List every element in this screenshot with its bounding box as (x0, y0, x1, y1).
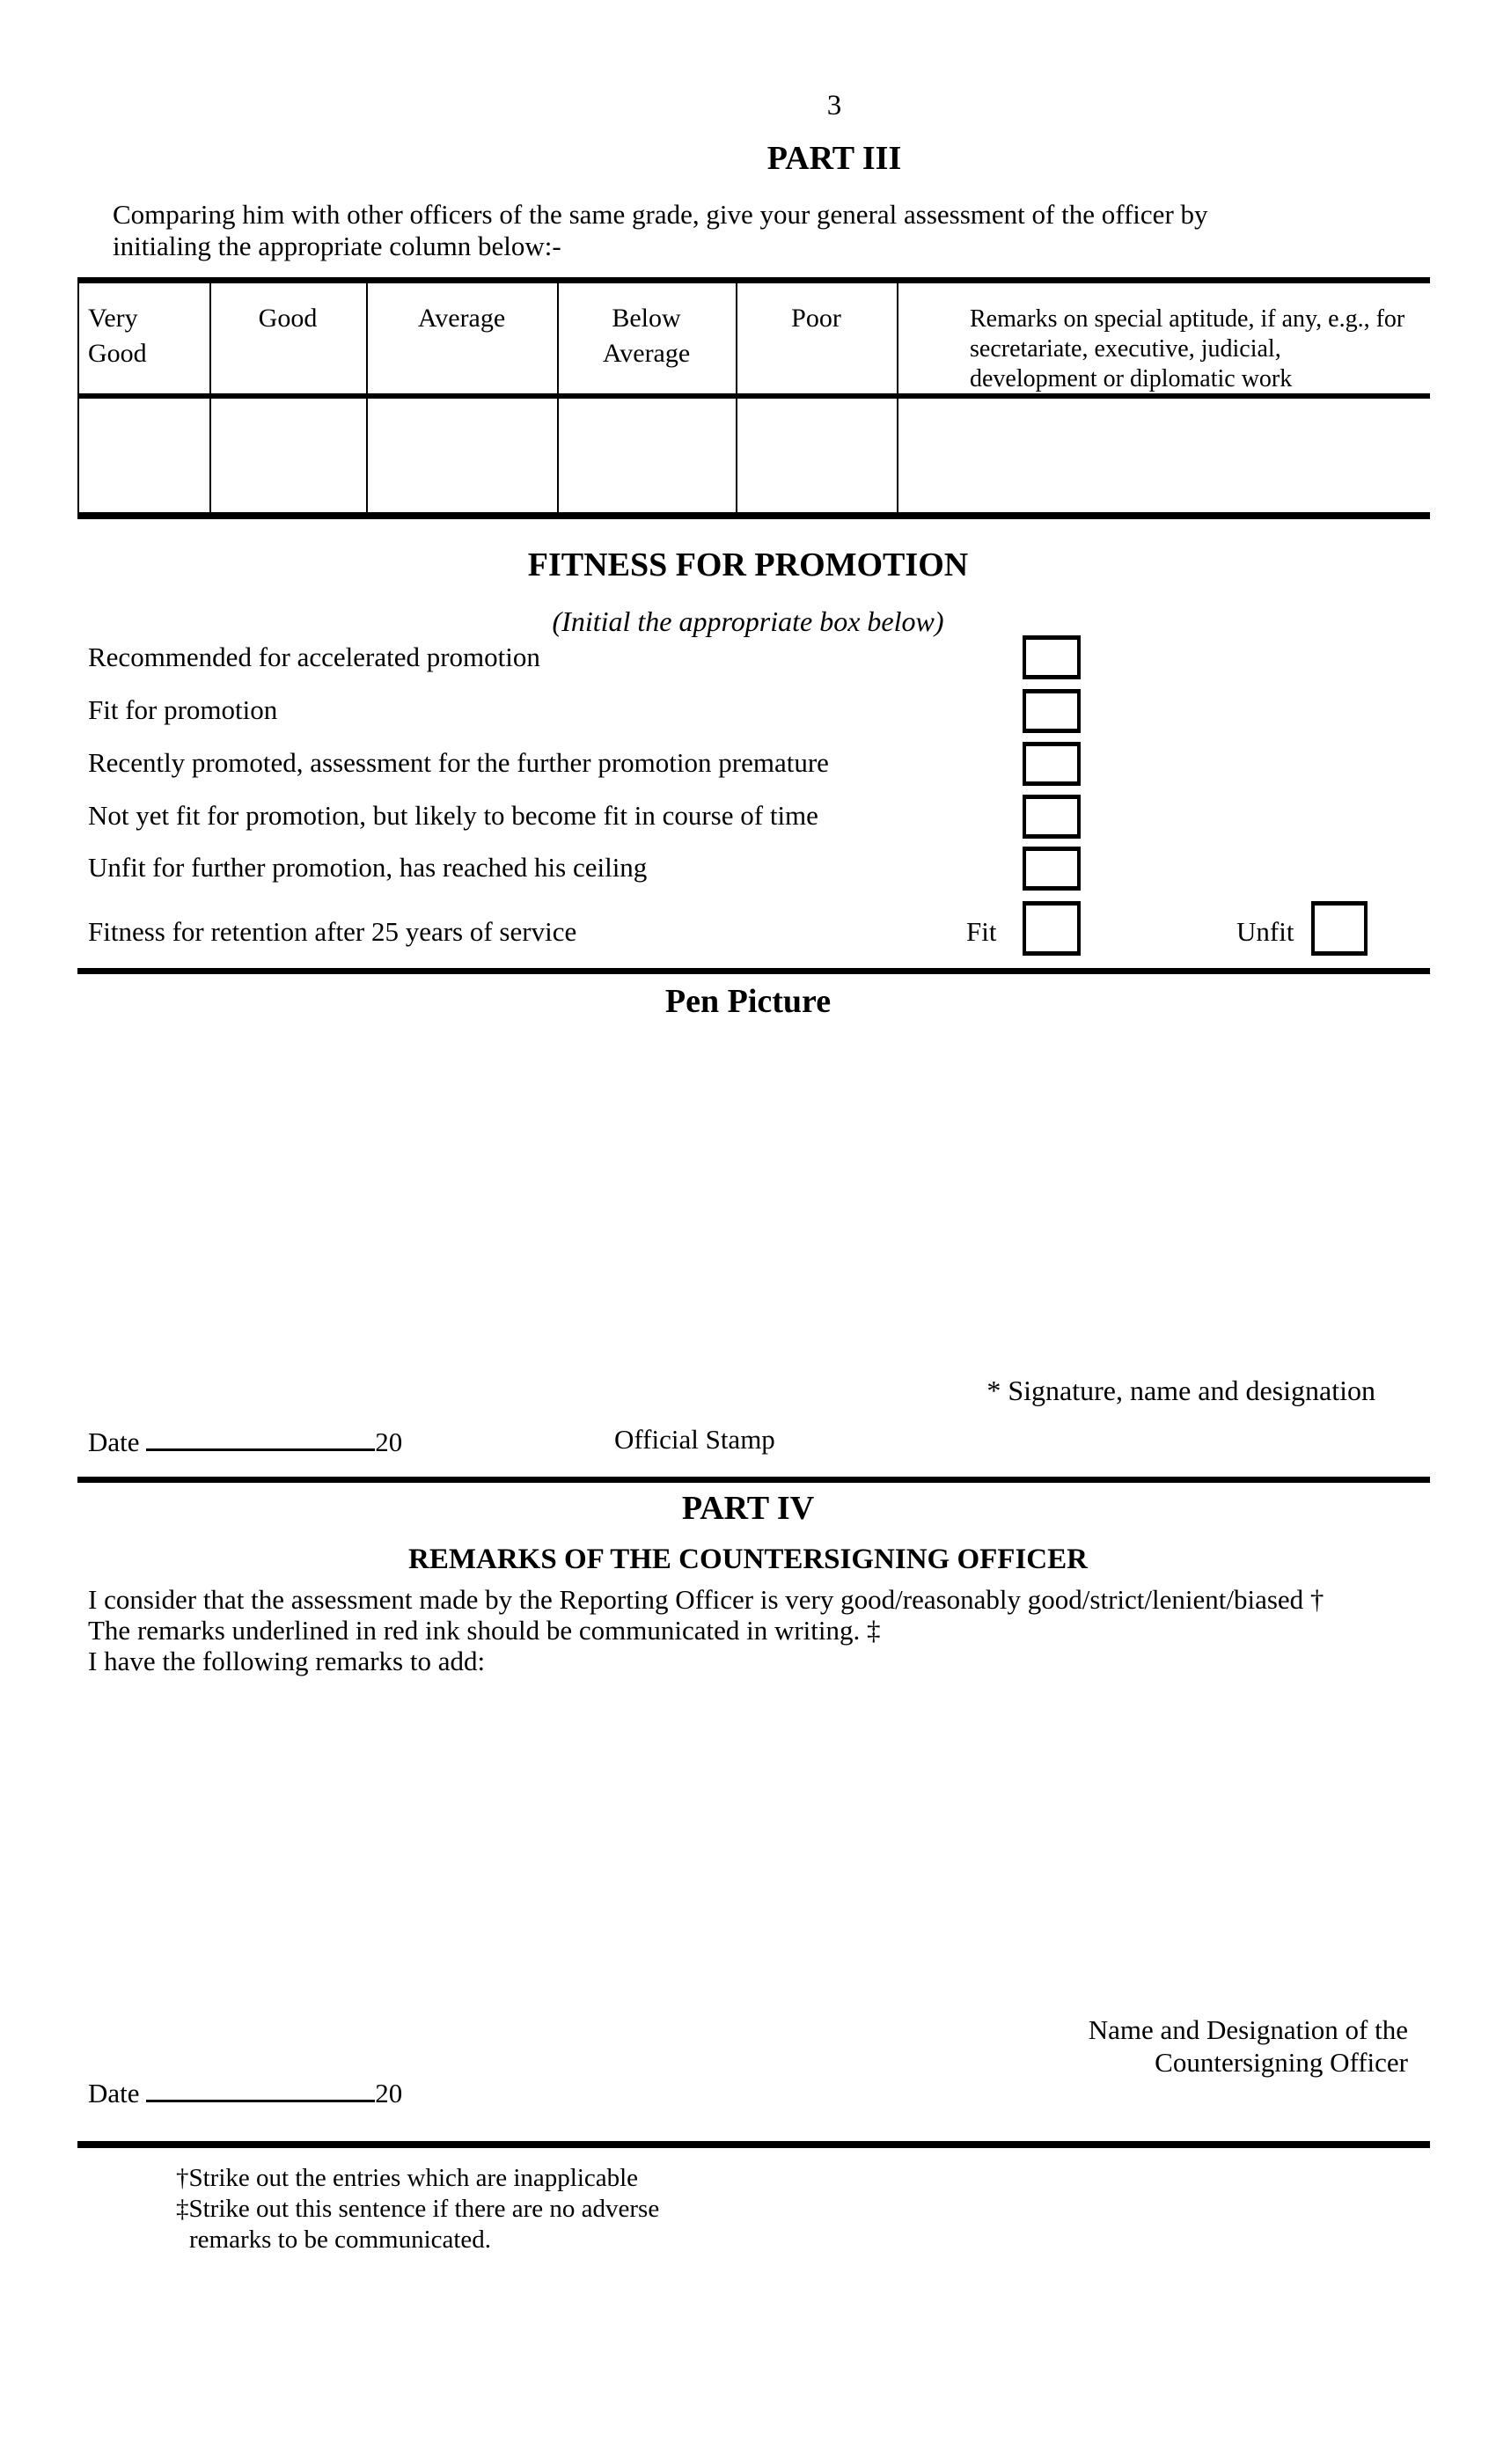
fitness-item-checkbox-2[interactable] (1023, 742, 1081, 786)
bottom-rule (77, 2141, 1430, 2148)
footnote-double-dagger-line2: remarks to be communicated. (189, 2226, 492, 2254)
date-label: Date (88, 1426, 140, 1457)
section-rule-pen-picture (77, 968, 1430, 974)
official-stamp-label: Official Stamp (614, 1424, 775, 1455)
page-number: 3 (826, 90, 842, 121)
part4-line3: I have the following remarks to add: (88, 1646, 486, 1676)
pen-picture-area[interactable] (88, 1030, 1408, 1355)
fitness-subtitle: (Initial the appropriate box below) (552, 605, 944, 637)
fitness-item-checkbox-0[interactable] (1023, 635, 1081, 679)
col-header-very-good-line1: Very (88, 304, 138, 333)
col-header-poor: Poor (791, 304, 841, 333)
part4-paragraph (88, 1584, 1324, 1676)
fitness-item-label-1: Fit for promotion (88, 694, 278, 725)
col-header-very-good (88, 301, 202, 371)
col-header-below-average-line1: Below (612, 304, 681, 333)
date-line-reporting (88, 1424, 402, 1458)
assessment-cell-good[interactable] (209, 399, 366, 512)
retention-label: Fitness for retention after 25 years of service (88, 916, 577, 947)
remarks-header-line3: development or diplomatic work (970, 365, 1293, 392)
fitness-item-checkbox-4[interactable] (1023, 847, 1081, 891)
date-label-2: Date (88, 2077, 140, 2108)
date-year-prefix: 20 (375, 1426, 403, 1457)
part4-title: PART IV (681, 1490, 815, 1527)
assessment-cell-poor[interactable] (736, 399, 897, 512)
remarks-header-line1: Remarks on special aptitude, if any, e.g., for (970, 305, 1405, 333)
fitness-item-checkbox-1[interactable] (1023, 689, 1081, 733)
col-header-good: Good (258, 304, 318, 333)
part4-heading: REMARKS OF THE COUNTERSIGNING OFFICER (408, 1544, 1088, 1575)
unfit-label: Unfit (1236, 916, 1294, 947)
col-header-average: Average (417, 304, 506, 333)
col-header-below-average (557, 301, 736, 371)
pen-picture-title: Pen Picture (664, 983, 832, 1020)
part3-intro-line2: initialing the appropriate column below:- (113, 231, 561, 261)
countersigner-designation-line2: Countersigning Officer (1155, 2047, 1408, 2078)
assessment-cell-below-average[interactable] (557, 399, 736, 512)
fitness-item-checkbox-3[interactable] (1023, 795, 1081, 839)
countersigning-remarks-area[interactable] (88, 1681, 1408, 1998)
date-year-prefix-2: 20 (375, 2077, 403, 2108)
remarks-header-line2: secretariate, executive, judicial, (970, 335, 1281, 363)
date-blank-field[interactable] (146, 1424, 375, 1451)
footnote-dagger: †Strike out the entries which are inapplicable (176, 2164, 639, 2192)
part4-line2: The remarks underlined in red ink should be communicated in writing. ‡ (88, 1615, 881, 1646)
section-rule-part4 (77, 1477, 1430, 1483)
fitness-item-label-3: Not yet fit for promotion, but likely to become fit in course of time (88, 800, 818, 831)
part3-intro (113, 199, 1208, 262)
signature-note: * Signature, name and designation (986, 1375, 1375, 1406)
col-header-below-average-line2: Average (602, 339, 691, 368)
footnotes (176, 2163, 659, 2255)
part4-line1: I consider that the assessment made by the Reporting Officer is very good/reasonably good/strict/lenient/biased † (88, 1584, 1324, 1615)
assessment-cell-remarks[interactable] (897, 399, 1430, 512)
fit-label: Fit (966, 916, 997, 947)
part3-intro-line1: Comparing him with other officers of the same grade, give your general assessment of the officer by (113, 199, 1208, 230)
countersigner-designation-line1: Name and Designation of the (1088, 2014, 1408, 2045)
assessment-table (77, 277, 1430, 519)
date-blank-field-2[interactable] (146, 2075, 375, 2102)
col-header-very-good-line2: Good (88, 339, 147, 368)
assessment-cell-average[interactable] (366, 399, 557, 512)
fitness-item-label-4: Unfit for further promotion, has reached his ceiling (88, 852, 648, 883)
footnote-double-dagger-line1: ‡Strike out this sentence if there are no adverse (176, 2195, 660, 2223)
col-header-remarks (970, 304, 1410, 394)
countersigner-designation (1089, 2013, 1408, 2079)
date-line-countersigning (88, 2075, 402, 2109)
fitness-item-label-2: Recently promoted, assessment for the further promotion premature (88, 747, 829, 778)
part3-title: PART III (766, 140, 902, 177)
unfit-checkbox[interactable] (1311, 901, 1368, 956)
fit-checkbox[interactable] (1023, 901, 1081, 956)
assessment-cell-very-good[interactable] (77, 399, 209, 512)
fitness-item-label-0: Recommended for accelerated promotion (88, 642, 540, 672)
fitness-title: FITNESS FOR PROMOTION (527, 546, 969, 583)
